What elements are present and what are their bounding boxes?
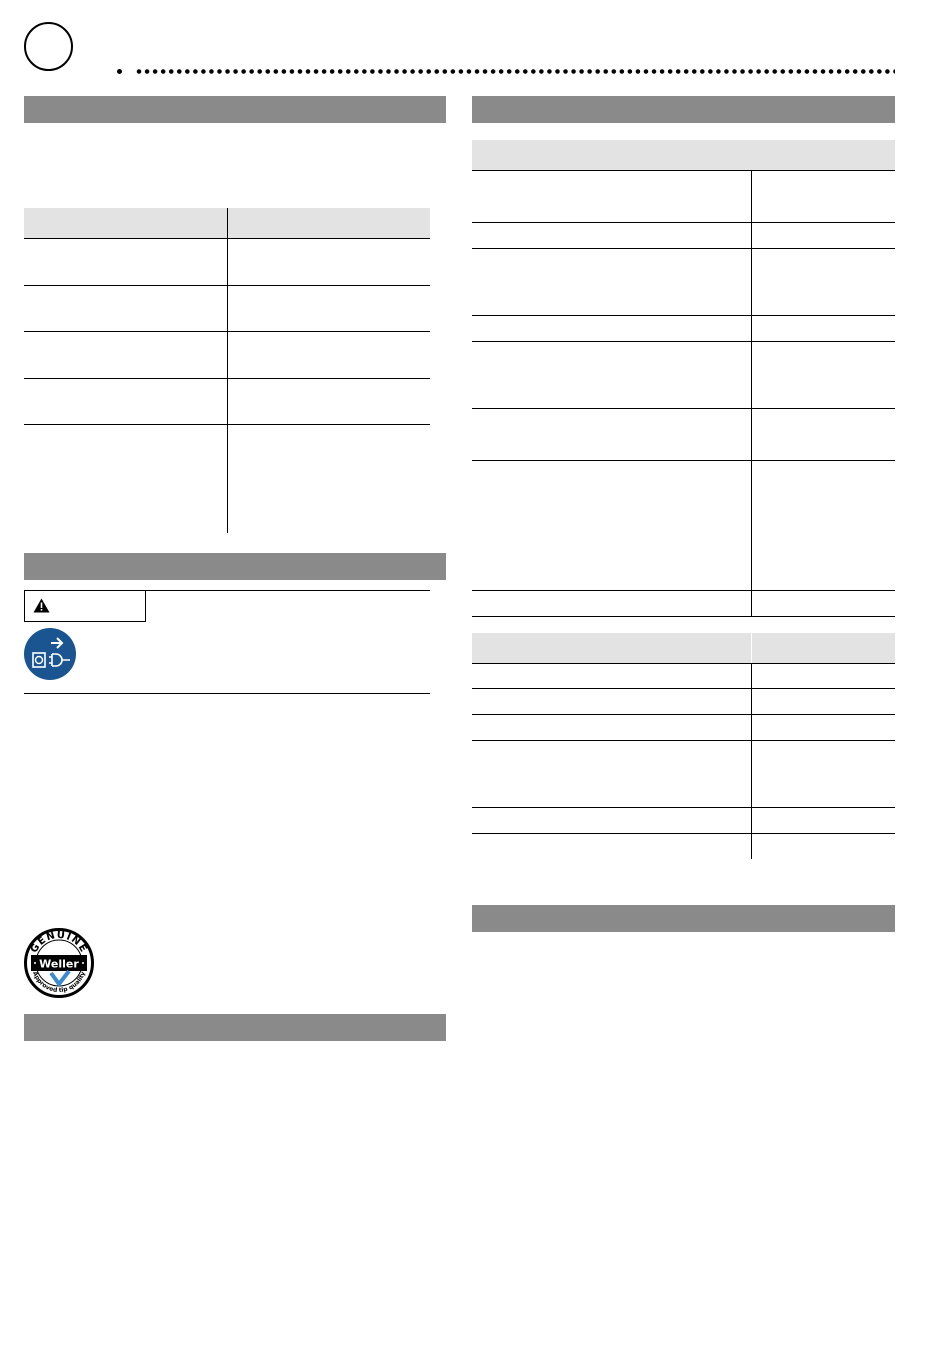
table-column-divider — [751, 170, 752, 616]
warning-bottom-rule — [24, 693, 430, 694]
right-table-b-header — [472, 633, 895, 663]
table-row-divider — [472, 460, 895, 461]
table-row-divider — [472, 616, 895, 617]
table-row-divider — [472, 740, 895, 741]
table-column-divider — [751, 663, 752, 859]
genuine-weller-seal — [24, 928, 94, 998]
language-badge — [24, 22, 73, 71]
table-header-column-divider — [751, 633, 752, 663]
disconnect-mains-plug-icon — [24, 628, 76, 680]
dotted-rule — [135, 69, 895, 74]
seal-brand: Weller — [39, 957, 79, 971]
table-row-divider — [472, 170, 895, 171]
right-section-1-bar — [472, 96, 895, 123]
table-row-divider — [472, 408, 895, 409]
table-row-divider — [472, 341, 895, 342]
warning-top-rule — [146, 590, 430, 591]
left-section-1-bar — [24, 96, 446, 123]
table-row-divider — [472, 807, 895, 808]
table-row-divider — [472, 222, 895, 223]
table-row-divider — [472, 663, 895, 664]
seal-text-bottom: Approved tip quality — [31, 970, 87, 995]
right-table-a-header — [472, 140, 895, 170]
table-row-divider — [472, 714, 895, 715]
seal-text-top: GENUINE — [28, 929, 90, 956]
warning-label-box — [24, 590, 146, 622]
left-section-3-bar — [24, 1014, 446, 1041]
right-section-2-bar — [472, 905, 895, 932]
table-row-divider — [472, 833, 895, 834]
table-row-divider — [472, 248, 895, 249]
table-row-divider — [472, 590, 895, 591]
left-section-2-bar — [24, 553, 446, 580]
table-row-divider — [472, 315, 895, 316]
table-row-divider — [472, 688, 895, 689]
table-column-divider — [227, 208, 228, 533]
warning-triangle-icon — [33, 598, 50, 613]
dotted-rule-start — [117, 69, 122, 74]
